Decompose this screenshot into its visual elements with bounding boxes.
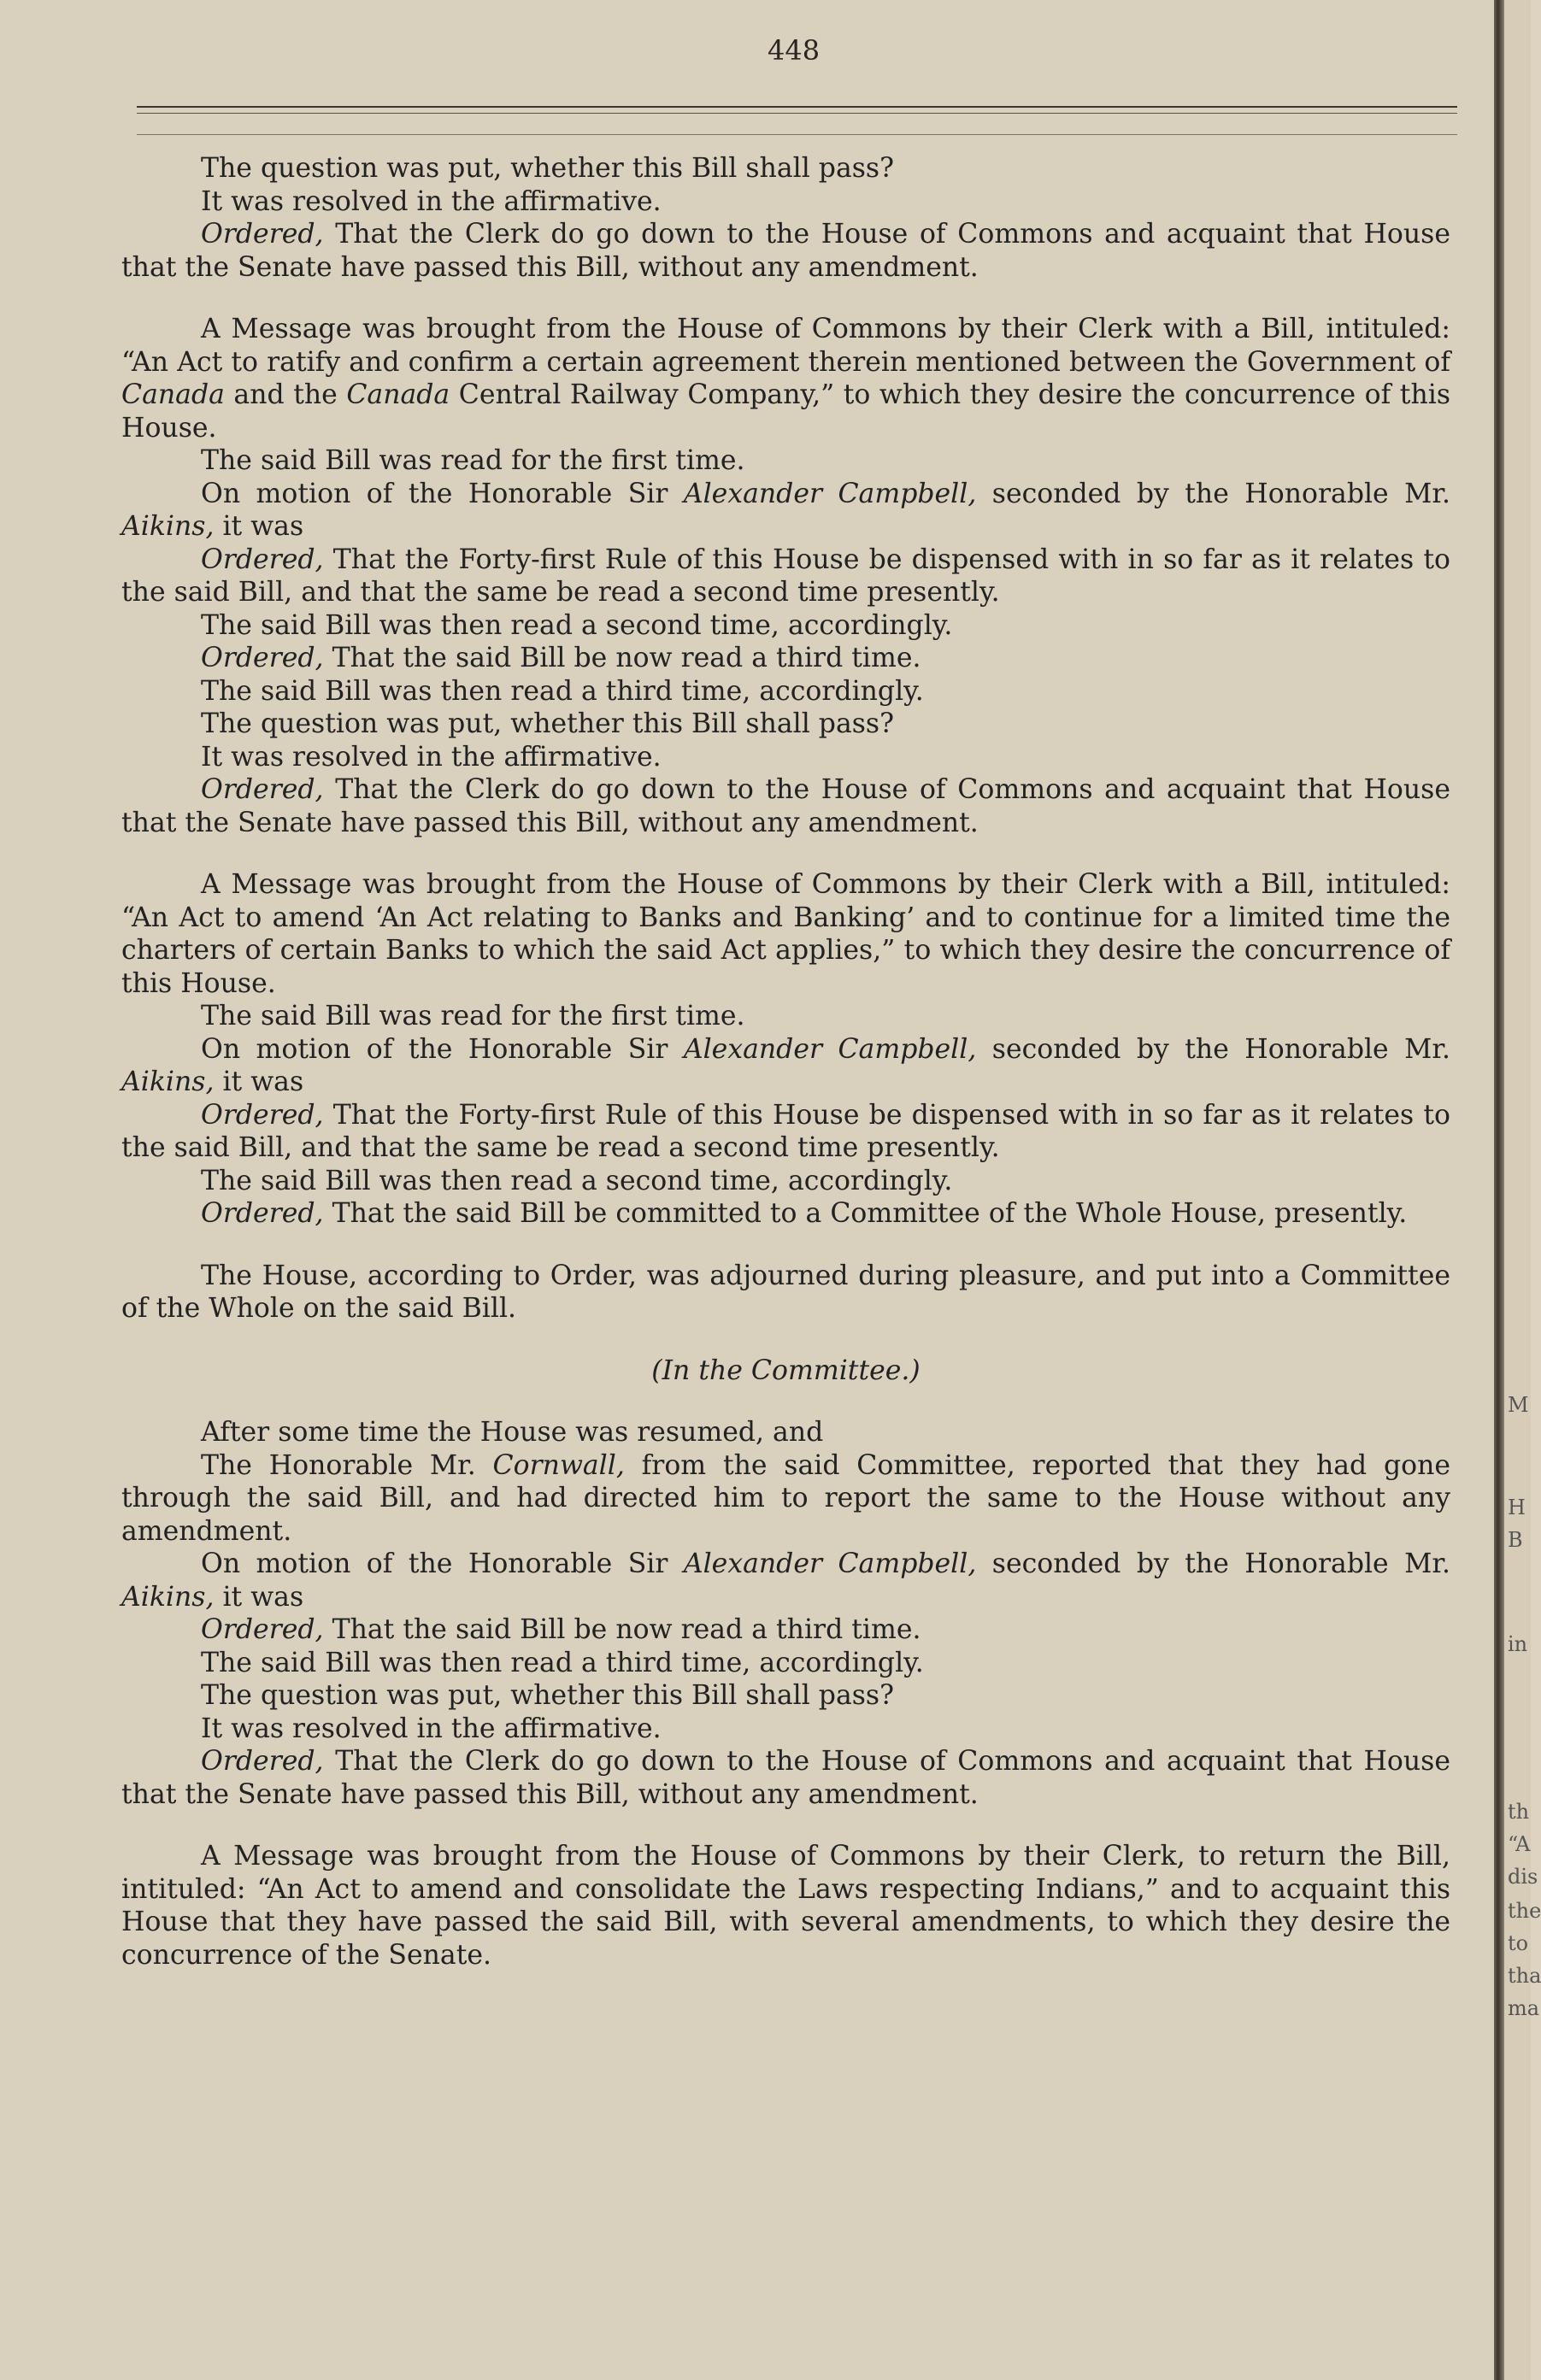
header-rule-thin — [137, 113, 1457, 114]
italic-text: Alexander Campbell, — [683, 1548, 977, 1579]
paragraph — [121, 1647, 1450, 1680]
text-segment: That the said Bill be now read a third time. — [323, 1614, 921, 1645]
paragraph-gap — [121, 839, 1450, 868]
text-segment: That the Forty-first Rule of this House be dispensed with in so far as it relates to the said Bill, and that the same be read a second time presently. — [121, 544, 1450, 608]
paragraph — [121, 1840, 1450, 1972]
text-segment: it was — [214, 511, 304, 542]
paragraph — [121, 1449, 1450, 1548]
text-segment: It was resolved in the affirmative. — [201, 741, 662, 773]
text-segment: Central Railway Company,” to which they desire the concurrence of this House. — [121, 379, 1450, 444]
next-page-fragment: dis — [1508, 1865, 1538, 1889]
next-page-fragment: th — [1508, 1800, 1530, 1824]
text-segment: That the said Bill be committed to a Committee of the Whole House, presently. — [323, 1198, 1408, 1229]
text-segment: After some time the House was resumed, and — [201, 1417, 824, 1448]
text-segment: The said Bill was then read a second time, accordingly. — [201, 609, 953, 641]
italic-text: Ordered, — [201, 774, 324, 805]
text-segment: It was resolved in the affirmative. — [201, 1713, 662, 1744]
text-segment: and the — [224, 379, 347, 410]
paragraph — [121, 218, 1450, 284]
text-segment: On motion of the Honorable Sir — [201, 1548, 684, 1579]
text-segment: It was resolved in the affirmative. — [201, 185, 662, 217]
next-page-edge — [1504, 0, 1541, 2380]
italic-text: Ordered, — [201, 1198, 324, 1229]
text-segment: The said Bill was then read a third time, accordingly. — [201, 1647, 924, 1678]
paragraph — [121, 1033, 1450, 1099]
text-segment: it was — [214, 1581, 304, 1613]
paragraph — [121, 609, 1450, 643]
text-segment: On motion of the Honorable Sir — [201, 478, 684, 509]
italic-text: Canada — [121, 379, 225, 410]
text-segment: That the Forty-first Rule of this House be dispensed with in so far as it relates to the said Bill, and that the same be read a second time presently. — [121, 1099, 1450, 1163]
paragraph — [121, 675, 1450, 708]
paragraph — [121, 1165, 1450, 1198]
header-rule-faint — [137, 134, 1457, 135]
text-segment: from the said Committee, reported that they had gone through the said Bill, and had directed him to report the same to the House without any amendment. — [121, 1449, 1451, 1547]
text-segment: That the Clerk do go down to the House of Commons and acquaint that House that the Senate have passed this Bill, without any amendment. — [121, 1746, 1450, 1810]
italic-text: Canada — [346, 379, 450, 410]
text-segment: The said Bill was read for the first time. — [201, 445, 745, 476]
paragraph — [121, 1713, 1450, 1746]
paragraph-gap — [121, 1325, 1450, 1355]
italic-text: Ordered, — [201, 1614, 324, 1645]
paragraph — [121, 1679, 1450, 1713]
paragraph — [121, 478, 1450, 544]
text-segment: That the Clerk do go down to the House of Commons and acquaint that House that the Senate have passed this Bill, without any amendment. — [121, 219, 1450, 283]
text-segment: The said Bill was read for the first time. — [201, 1001, 745, 1031]
paragraph — [121, 444, 1450, 478]
paragraph — [121, 1260, 1450, 1325]
committee-heading — [121, 1355, 1450, 1388]
italic-text: Alexander Campbell, — [683, 478, 977, 509]
paragraph — [121, 313, 1450, 444]
text-segment: A Message was brought from the House of Commons by their Clerk with a Bill, intituled: “An Act to amend ‘An Act relating to Banks and Banking’ and to continue for a limited time the charters of certain Banks to which the said Act applies,” to which they desire the concurrence of this House. — [121, 869, 1450, 999]
text-segment: seconded by the Honorable Mr. — [976, 1548, 1450, 1579]
paragraph — [121, 1548, 1450, 1613]
paragraph — [121, 741, 1450, 774]
page-number: 448 — [768, 34, 820, 67]
next-page-fragment: ma — [1508, 1996, 1540, 2020]
paragraph-gap — [121, 1387, 1450, 1416]
paragraph — [121, 1613, 1450, 1647]
journal-body — [121, 152, 1450, 1972]
text-segment: it was — [214, 1067, 304, 1097]
paragraph — [121, 1099, 1450, 1165]
text-segment: The House, according to Order, was adjourned during pleasure, and put into a Committee of the Whole on the said Bill. — [121, 1260, 1450, 1324]
italic-text: (In the Committee.) — [651, 1355, 920, 1386]
italic-text: Alexander Campbell, — [683, 1033, 977, 1065]
next-page-fragment: tha — [1508, 1964, 1541, 1988]
text-segment: That the Clerk do go down to the House of Commons and acquaint that House that the Senate have passed this Bill, without any amendment. — [121, 774, 1450, 838]
paragraph — [121, 1000, 1450, 1033]
paragraph-gap — [121, 1811, 1450, 1840]
text-segment: The question was put, whether this Bill shall pass? — [201, 708, 894, 739]
italic-text: Ordered, — [201, 219, 324, 250]
text-segment: A Message was brought from the House of Commons by their Clerk with a Bill, intituled: “An Act to ratify and confirm a certain agreement therein mentioned between the Government of — [121, 314, 1450, 378]
italic-text: Aikins, — [121, 1067, 215, 1097]
text-segment: The question was put, whether this Bill shall pass? — [201, 153, 894, 184]
next-page-fragment: the — [1508, 1899, 1541, 1923]
text-segment: seconded by the Honorable Mr. — [976, 1033, 1450, 1065]
next-page-fragment: B — [1508, 1528, 1523, 1552]
text-segment: A Message was brought from the House of Commons by their Clerk, to return the Bill, intituled: “An Act to amend and consolidate the Laws respecting Indians,” and to acquaint this House that they have passed the said Bill, with several amendments, to which they desire the concurrence of the Senate. — [121, 1841, 1450, 1971]
next-page-fragment: to — [1508, 1931, 1529, 1955]
paragraph — [121, 1416, 1450, 1449]
italic-text: Ordered, — [201, 544, 324, 575]
italic-text: Cornwall, — [492, 1449, 625, 1481]
paragraph — [121, 708, 1450, 741]
header-rule — [137, 106, 1457, 108]
text-segment: The said Bill was then read a second time, accordingly. — [201, 1165, 953, 1196]
paragraph-gap — [121, 1231, 1450, 1260]
paragraph — [121, 1745, 1450, 1811]
text-segment: The question was put, whether this Bill shall pass? — [201, 1680, 894, 1711]
next-page-fragment: H — [1508, 1496, 1526, 1519]
next-page-fragment: M — [1508, 1393, 1529, 1417]
text-segment: seconded by the Honorable Mr. — [976, 478, 1450, 509]
next-page-fragment: in — [1508, 1632, 1528, 1656]
paragraph — [121, 773, 1450, 839]
italic-text: Ordered, — [201, 1746, 324, 1777]
paragraph — [121, 185, 1450, 219]
next-page-fragment: “A — [1508, 1832, 1531, 1856]
italic-text: Ordered, — [201, 643, 324, 673]
paragraph — [121, 868, 1450, 1000]
text-segment: The said Bill was then read a third time, accordingly. — [201, 675, 924, 707]
paragraph — [121, 1197, 1450, 1231]
text-segment: That the said Bill be now read a third time. — [323, 643, 921, 673]
text-segment: The Honorable Mr. — [201, 1449, 493, 1481]
text-segment: On motion of the Honorable Sir — [201, 1033, 684, 1065]
paragraph — [121, 152, 1450, 185]
page-gutter-shadow — [1494, 0, 1504, 2380]
paragraph — [121, 544, 1450, 609]
paragraph — [121, 642, 1450, 675]
italic-text: Aikins, — [121, 1581, 215, 1613]
italic-text: Ordered, — [201, 1099, 324, 1131]
italic-text: Aikins, — [121, 511, 215, 542]
paragraph-gap — [121, 284, 1450, 313]
